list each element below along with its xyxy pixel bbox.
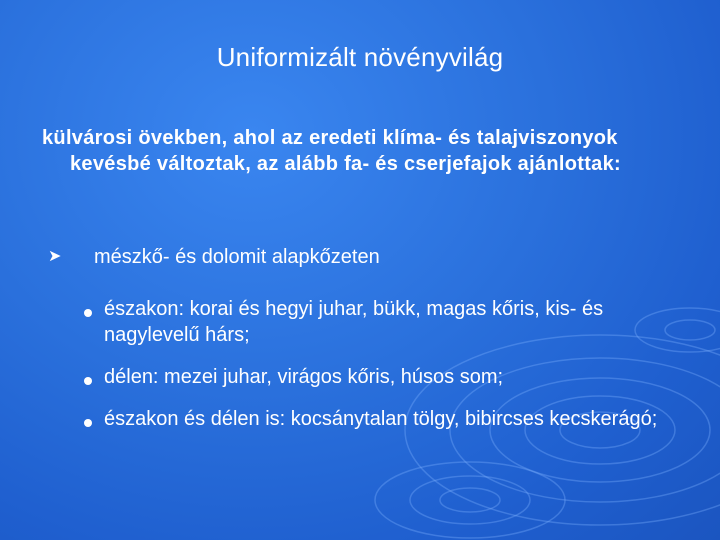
slide-title: Uniformizált növényvilág bbox=[216, 42, 504, 72]
list-item bbox=[84, 364, 674, 390]
sub-bullet-list bbox=[84, 296, 674, 432]
dot-bullet-icon bbox=[84, 419, 92, 427]
dot-bullet-icon bbox=[84, 377, 92, 385]
list-item bbox=[84, 406, 674, 432]
intro-paragraph: külvárosi övekben, ahol az eredeti klíma- és talajviszonyok kevésbé változtak, az alább fa- és cserjefajok ajánlottak: bbox=[42, 127, 621, 175]
list-item-text: északon és délen is: kocsánytalan tölgy, bibircses kecskerágó; bbox=[104, 408, 658, 430]
list-item-text: délen: mezei juhar, virágos kőris, húsos som; bbox=[104, 366, 504, 388]
dot-bullet-icon bbox=[84, 309, 92, 317]
main-bullet-item bbox=[48, 244, 668, 270]
list-item-text: északon: korai és hegyi juhar, bükk, magas kőris, kis- és nagylevelű hárs; bbox=[104, 298, 604, 346]
main-bullet-text: mészkő- és dolomit alapkőzeten bbox=[94, 246, 380, 268]
list-item bbox=[84, 296, 674, 348]
arrow-bullet-icon: ➤ bbox=[48, 248, 62, 265]
